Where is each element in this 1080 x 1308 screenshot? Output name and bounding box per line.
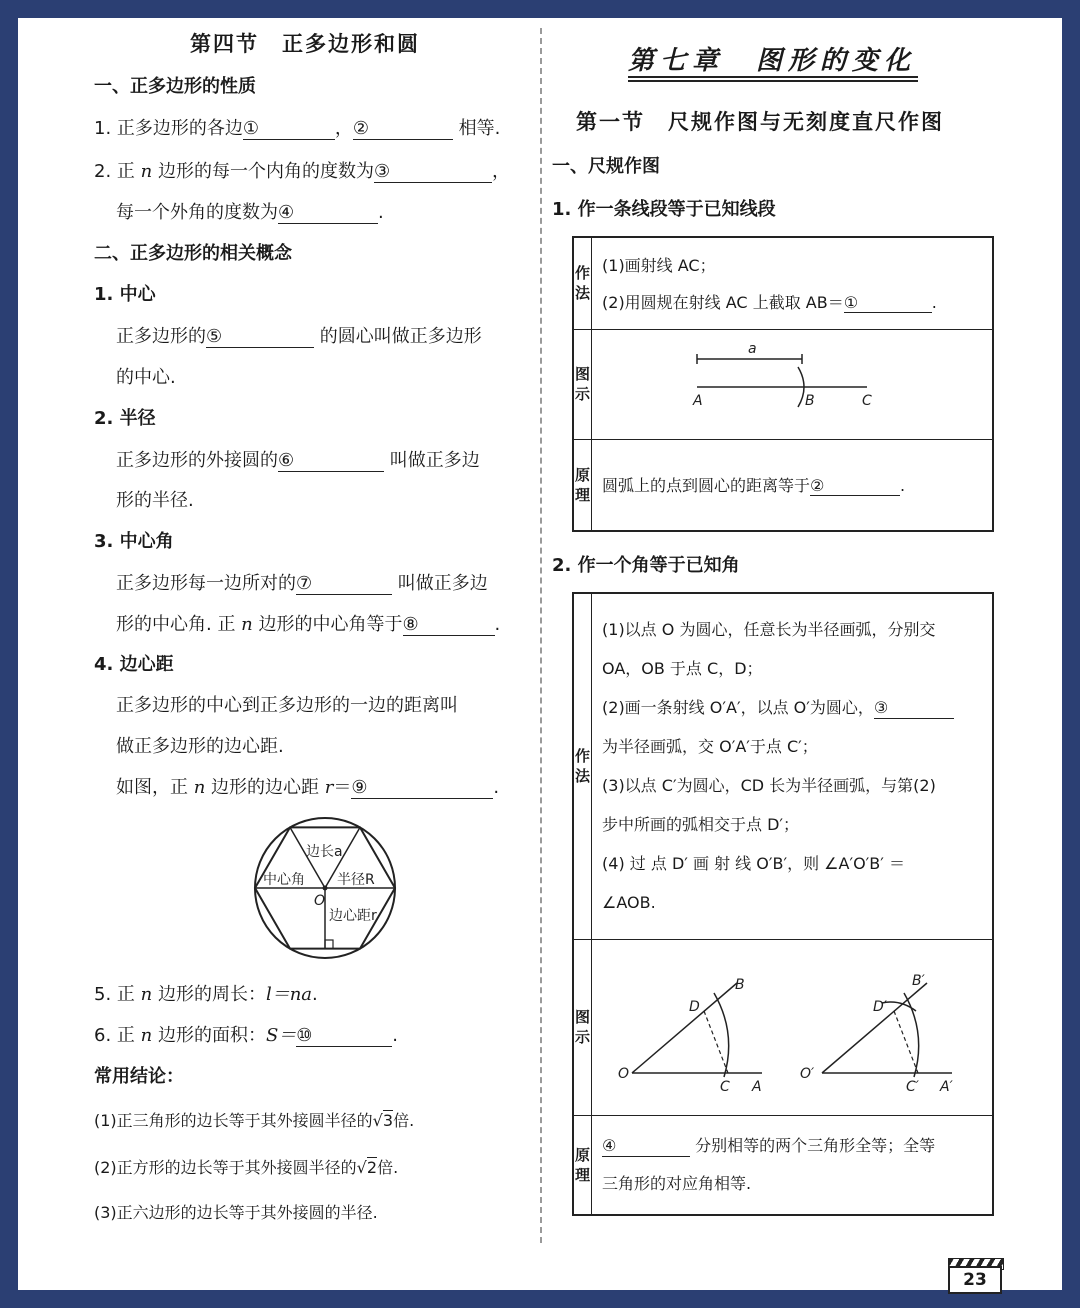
concept-apothem-title: 4. 边心距 bbox=[94, 654, 174, 675]
task2-method-3a: (3)以点 C′为圆心，CD 长为半径画弧，与第(2) bbox=[602, 776, 936, 796]
label-O: O bbox=[618, 1066, 630, 1082]
arc-CD bbox=[714, 993, 729, 1077]
blank-8: ⑧ bbox=[403, 614, 495, 636]
property-line-2b: 每一个外角的度数为④ . bbox=[116, 202, 384, 223]
task1-row-principle bbox=[573, 439, 993, 531]
page bbox=[18, 18, 1062, 1290]
label-a: a bbox=[748, 341, 757, 357]
task2-row-principle bbox=[573, 1115, 993, 1215]
task2-method-4a: (4) 过 点 D′ 画 射 线 O′B′，则 ∠A′O′B′ ＝ bbox=[602, 854, 906, 874]
task2-principle-2: 三角形的对应角相等. bbox=[602, 1173, 752, 1193]
task1-principle-cell bbox=[592, 439, 994, 531]
task2-method-2a: (2)画一条射线 O′A′，以点 O′为圆心，③ bbox=[602, 688, 982, 727]
segment-construction-figure bbox=[602, 337, 982, 427]
chord-C2D2 bbox=[894, 1011, 918, 1073]
concept-apothem-line3: 如图，正 n 边形的边心距 r＝⑨ . bbox=[116, 777, 500, 798]
task1-label-principle: 原理 bbox=[573, 439, 592, 531]
blank-1: ① bbox=[243, 118, 335, 140]
blank-9: ⑨ bbox=[351, 777, 493, 799]
task2-title: 2. 作一个角等于已知角 bbox=[552, 555, 740, 576]
blank-2: ② bbox=[353, 118, 453, 140]
label-A: A bbox=[693, 393, 703, 409]
task2-method-3b: 步中所画的弧相交于点 D′； bbox=[602, 815, 800, 835]
task2-method-1b: OA，OB 于点 C，D； bbox=[602, 659, 763, 679]
task2-label-method: 作法 bbox=[573, 593, 592, 939]
ray-OB bbox=[632, 983, 737, 1073]
blank-6: ⑥ bbox=[278, 450, 384, 472]
task2-blank-4: ④ bbox=[602, 1136, 690, 1157]
task2-method-1a: (1)以点 O 为圆心，任意长为半径画弧，分别交 bbox=[602, 620, 936, 640]
label-radius: 半径R bbox=[337, 872, 375, 888]
center-point bbox=[323, 886, 328, 891]
label-B: B bbox=[805, 393, 815, 409]
label-O2: O′ bbox=[800, 1066, 815, 1082]
task1-method-2: (2)用圆规在射线 AC 上截取 AB＝① . bbox=[602, 293, 937, 313]
task2-method-cell bbox=[592, 593, 994, 939]
task1-blank-2: ② bbox=[810, 476, 900, 496]
label-C: C bbox=[720, 1079, 730, 1095]
part1-title: 一、正多边形的性质 bbox=[94, 76, 256, 97]
sqrt-symbol: √ bbox=[356, 1158, 367, 1177]
task2-figure-cell bbox=[592, 939, 994, 1115]
concept-apothem-line2: 做正多边形的边心距. bbox=[116, 736, 284, 757]
label-B: B bbox=[735, 977, 745, 993]
task1-row-method bbox=[573, 237, 993, 329]
label-center-angle: 中心角 bbox=[263, 872, 305, 888]
task2-label-figure: 图示 bbox=[573, 939, 592, 1115]
task2-label-principle: 原理 bbox=[573, 1115, 592, 1215]
angle-construction-figure bbox=[602, 945, 982, 1105]
task1-figure-cell bbox=[592, 329, 994, 439]
label-side: 边长a bbox=[306, 844, 343, 860]
conclusion-1: (1)正三角形的边长等于其外接圆半径的√3倍. bbox=[94, 1111, 415, 1130]
blank-10: ⑩ bbox=[296, 1025, 392, 1047]
task1-method-cell bbox=[592, 237, 994, 329]
task2-blank-3: ③ bbox=[874, 698, 954, 719]
task2-row-method bbox=[573, 593, 993, 939]
conclusion-2: (2)正方形的边长等于其外接圆半径的√2倍. bbox=[94, 1158, 399, 1177]
blank-3: ③ bbox=[374, 161, 492, 183]
task1-method-1: (1)画射线 AC； bbox=[602, 256, 716, 276]
part2-title: 二、正多边形的相关概念 bbox=[94, 243, 292, 264]
concept-central-angle-title: 3. 中心角 bbox=[94, 531, 174, 552]
blank-4: ④ bbox=[278, 202, 378, 224]
label-O: O bbox=[314, 893, 326, 909]
task1-row-figure bbox=[573, 329, 993, 439]
left-section-title: 第四节 正多边形和圆 bbox=[190, 32, 420, 56]
hexagon-in-circle-figure bbox=[250, 813, 400, 963]
concept-central-angle-line1: 正多边形每一边所对的⑦ 叫做正多边 bbox=[116, 573, 488, 594]
label-D: D bbox=[689, 999, 700, 1015]
concept-apothem-line1: 正多边形的中心到正多边形的一边的距离叫 bbox=[116, 695, 458, 716]
concept-center-line1: 正多边形的⑤ 的圆心叫做正多边形 bbox=[116, 326, 482, 347]
label-apothem: 边心距r bbox=[329, 908, 377, 924]
task2-row-figure bbox=[573, 939, 993, 1115]
task2-table bbox=[572, 592, 994, 1216]
task2-principle-cell bbox=[592, 1115, 994, 1215]
ray-O2B2 bbox=[822, 983, 927, 1073]
right-section-title: 第一节 尺规作图与无刻度直尺作图 bbox=[576, 110, 944, 134]
label-B2: B′ bbox=[912, 973, 925, 989]
label-D2: D′ bbox=[873, 999, 887, 1015]
perimeter-line: 5. 正 n 边形的周长：l＝na. bbox=[94, 984, 318, 1005]
property-line-2: 2. 正 n 边形的每一个内角的度数为③ ， bbox=[94, 161, 510, 182]
concept-central-angle-line2: 形的中心角. 正 n 边形的中心角等于⑧ . bbox=[116, 614, 501, 635]
chapter-title: 第七章 图形的变化 bbox=[628, 46, 917, 76]
task1-label-method: 作法 bbox=[573, 237, 592, 329]
chapter-underline-1 bbox=[628, 76, 918, 78]
concept-center-title: 1. 中心 bbox=[94, 284, 156, 305]
label-A2: A′ bbox=[940, 1079, 953, 1095]
concept-radius-title: 2. 半径 bbox=[94, 408, 156, 429]
sqrt-symbol: √ bbox=[372, 1111, 383, 1130]
concept-radius-line2: 形的半径. bbox=[116, 490, 194, 511]
task1-title: 1. 作一条线段等于已知线段 bbox=[552, 199, 776, 220]
task1-principle: 圆弧上的点到圆心的距离等于② . bbox=[602, 476, 906, 496]
task1-label-figure: 图示 bbox=[573, 329, 592, 439]
concept-center-line2: 的中心. bbox=[116, 367, 176, 388]
column-divider bbox=[540, 28, 542, 1243]
property-line-1: 1. 正多边形的各边① ，② 相等. bbox=[94, 118, 501, 139]
concept-radius-line1: 正多边形的外接圆的⑥ 叫做正多边 bbox=[116, 450, 480, 471]
task1-blank-1: ① bbox=[844, 293, 932, 313]
l1-prefix: 1. 正多边形的各边 bbox=[94, 118, 243, 139]
conclusion-3: (3)正六边形的边长等于其外接圆的半径. bbox=[94, 1203, 378, 1222]
label-C2: C′ bbox=[906, 1079, 919, 1095]
task2-method-4b: ∠AOB. bbox=[602, 893, 656, 913]
label-C: C bbox=[862, 393, 872, 409]
task1-table bbox=[572, 236, 994, 532]
blank-5: ⑤ bbox=[206, 326, 314, 348]
page-number: 23 bbox=[948, 1266, 1002, 1294]
right-part1-title: 一、尺规作图 bbox=[552, 156, 660, 177]
label-A: A bbox=[752, 1079, 762, 1095]
conclusion-title: 常用结论： bbox=[94, 1066, 184, 1087]
task2-method-2b: 为半径画弧，交 O′A′于点 C′； bbox=[602, 737, 818, 757]
chapter-underline-2 bbox=[628, 80, 918, 82]
blank-7: ⑦ bbox=[296, 573, 392, 595]
area-line: 6. 正 n 边形的面积：S＝⑩ . bbox=[94, 1025, 399, 1046]
right-angle-mark bbox=[325, 940, 333, 949]
chord-CD bbox=[704, 1011, 728, 1073]
task2-principle-1: ④ 分别相等的两个三角形全等；全等 bbox=[602, 1135, 936, 1155]
